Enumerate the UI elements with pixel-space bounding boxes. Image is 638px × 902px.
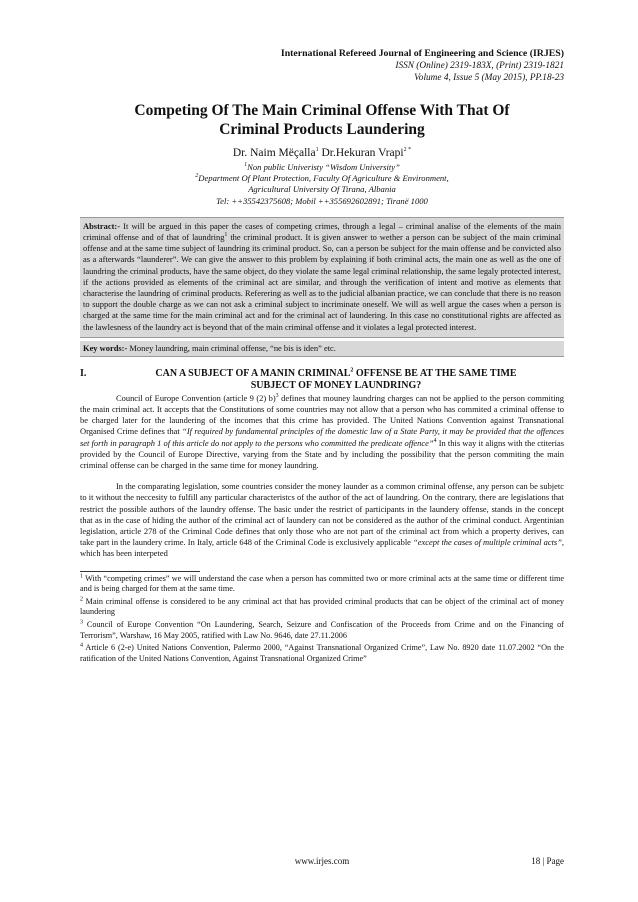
- journal-issn: ISSN (Online) 2319-183X, (Print) 2319-1821: [395, 61, 564, 71]
- section-number: I.: [80, 367, 87, 379]
- abstract-text-b: the criminal product. It is given answer to wether a person can be subject of the main criminal offense and at the same time subject of laundring its criminal product. So, can a person be subject for the main offense and be convicted also as a afterwards “launderer”. We can give the answer to this problem by explaining if both criminal acts, the main one as well as the one of laundring the criminal products, have the same object, do they violate the same legal criminal relationship, the same legaly protected interest, if the actions provided as elements of the criminal act are similar, and through the verification of intent and motive as elements that characterise the laundring of criminal products. Referering as well as to the judicial albanian practice, we can conclude that there is no reason to support the double charge as we can not ask a criminal subject to incriminate oneself. We will as well argue the cases when a person is charged at the same time for the main criminal act and for the criminal act of laundering. In this case no constitutional rights are affected as the lawlesness of the laundry act is beyond that of the main criminal offense and it violates a legal protected interest.: [83, 232, 561, 332]
- footnote-divider: [80, 571, 200, 572]
- author-2-sup: 2 *: [403, 147, 412, 154]
- affiliation-1-sup: 1: [244, 162, 248, 169]
- body-text: [80, 393, 564, 560]
- footnote-1: [80, 574, 564, 595]
- paper-title: [80, 101, 564, 139]
- affiliation-2-sup: 2: [195, 173, 199, 180]
- contact-phone: Tel: ++35542375608; Mobil ++355692602891; Tiranë 1000: [216, 195, 428, 206]
- authors: [80, 146, 564, 160]
- p1-quote: “If required by fundamental principles of the domestic law of a State Party, it may be provided that the offences set forth in paragraph 1 of this article do not apply to the persons who committed the predicate offence”: [80, 426, 564, 448]
- abstract-text-a: It will be argued in this paper the cases of competing crimes, through a legal – criminal analise of the elements of the main criminal offense and of that of laundring: [83, 220, 561, 243]
- keywords-text: Money laundring, main criminal offense, “ne bis is iden” etc.: [127, 342, 336, 353]
- affiliation-2b: Agricultural University Of Tirana, Albania: [248, 184, 396, 195]
- journal-volume: Volume 4, Issue 5 (May 2015), PP.18-23: [414, 73, 564, 83]
- p1-b: defines that mouney laundring charges can not be applied to the person commiting the main criminal act. It accepts that the Constitutions of some countries may not allow that a person who has commited a criminal offense to be charged later for the laundering of the incomes that this crime has provided. The United Nations Convention against Transnational Organised Crime defines that: [80, 392, 564, 437]
- p1-footnote-ref-3: 3: [275, 393, 279, 400]
- paragraph-1: [80, 393, 564, 471]
- title-line-1: Competing Of The Main Criminal Offense With That Of: [134, 102, 510, 119]
- footnote-2-text: Main criminal offense is considered to be any criminal act that has provided criminal products that can be object of the criminal act of money laundering: [80, 596, 564, 617]
- keywords-box: [80, 341, 564, 357]
- section-title-line2: SUBJECT OF MONEY LAUNDRING?: [250, 380, 422, 392]
- affiliation-2-text: Department Of Plant Protection, Faculty Of Agriculture & Environment,: [198, 173, 449, 184]
- footnote-2-num: 2: [80, 596, 83, 603]
- footnote-1-text: With “competing crimes” we will understand the case when a person has committed two or more criminal acts at the same time or different time and is being charged for them at the same time.: [80, 573, 564, 594]
- p1-footnote-ref-4: 4: [433, 437, 437, 444]
- footnote-3-text: Council of Europe Convention “On Laundering, Search, Seizure and Confiscation of the Proceeds from Crime and on the Financing of Terrorism”, Warshaw, 16 May 2005, ratified with Law No. 9646, date 27.11.2006: [80, 620, 564, 640]
- section-title-a: CAN A SUBJECT OF A MANIN CRIMINAL: [155, 367, 351, 379]
- footnote-3-num: 3: [80, 619, 83, 626]
- author-2: Dr.Hekuran Vrapi: [318, 147, 404, 159]
- footnote-3: [80, 620, 564, 641]
- footnote-4-text: Article 6 (2-e) United Nations Convention, Palermo 2000, “Against Transnational Organized Crime”, Law No. 8920 date 11.07.2002 “On the ratification of the United Nations Convention, Against Transnational Organized Crime”: [80, 643, 564, 663]
- section-title: [80, 368, 564, 393]
- footer-website[interactable]: www.irjes.com: [294, 856, 350, 866]
- abstract-footnote-ref: 1: [224, 232, 228, 239]
- p2-a: In the comparating legislation, some countries consider the money launder as a common criminal offense, any person can be subjetc to it without the neccesity to fulfill any particular characteristcs of the author of the act of laundring. On the contrary, there are legislations that restrict the possible authors of the laundry offense. The basic under the restrict of participants in the laundery offense, stands in the concept that as in the case of hiding the author of the criminal act of laundery can not be considered as the author of the criminal conduct. Argentinian legislation, article 278 of the Criminal Code defines that only those who are not part of the criminal act from which a property derives, can take part in the laundery crime. In Italy, article 648 of the Criminal Code is exclusively applicable: [80, 481, 564, 548]
- abstract-box: [80, 217, 564, 338]
- page-footer: [80, 856, 564, 870]
- affiliation-2: [80, 173, 564, 184]
- footnote-1-num: 1: [80, 572, 83, 579]
- author-1-sup: 1: [315, 147, 319, 154]
- section-heading: [80, 368, 564, 393]
- p1-c: In this way it aligns with the ctiterias provided by the Council of Europe Directive, varying from the State and by including the possibility that the person commiting the main criminal offense can be charged in the same time for money laundring.: [80, 437, 564, 471]
- affiliation-1: [80, 162, 564, 173]
- affiliation-1-text: Non public Univeristy “Wisdom University”: [247, 162, 400, 172]
- footnote-4-num: 4: [80, 642, 83, 649]
- keywords-label: Key words:-: [83, 342, 128, 353]
- footnote-2: [80, 597, 564, 618]
- journal-name: International Refereed Journal of Engineering and Science (IRJES): [280, 48, 564, 59]
- paragraph-2: [80, 481, 564, 559]
- footnote-4: [80, 643, 564, 664]
- p1-a: Council of Europe Convention (article 9 (2) b): [116, 392, 276, 403]
- title-line-2: Criminal Products Laundering: [219, 121, 425, 138]
- p2-b: , which has been interpeted: [80, 537, 564, 559]
- abstract-label: Abstract:-: [83, 220, 121, 231]
- section-footnote-ref: 2: [350, 367, 354, 374]
- journal-header: [80, 48, 564, 84]
- author-1: Dr. Naim Mëçalla: [232, 147, 316, 159]
- section-title-b: OFFENSE BE AT THE SAME TIME: [353, 367, 517, 379]
- p2-quote: “except the cases of multiple criminal acts”: [413, 537, 562, 548]
- affiliations: [80, 162, 564, 207]
- paper-page: [80, 0, 564, 664]
- footer-page-number: 18 | Page: [531, 856, 564, 866]
